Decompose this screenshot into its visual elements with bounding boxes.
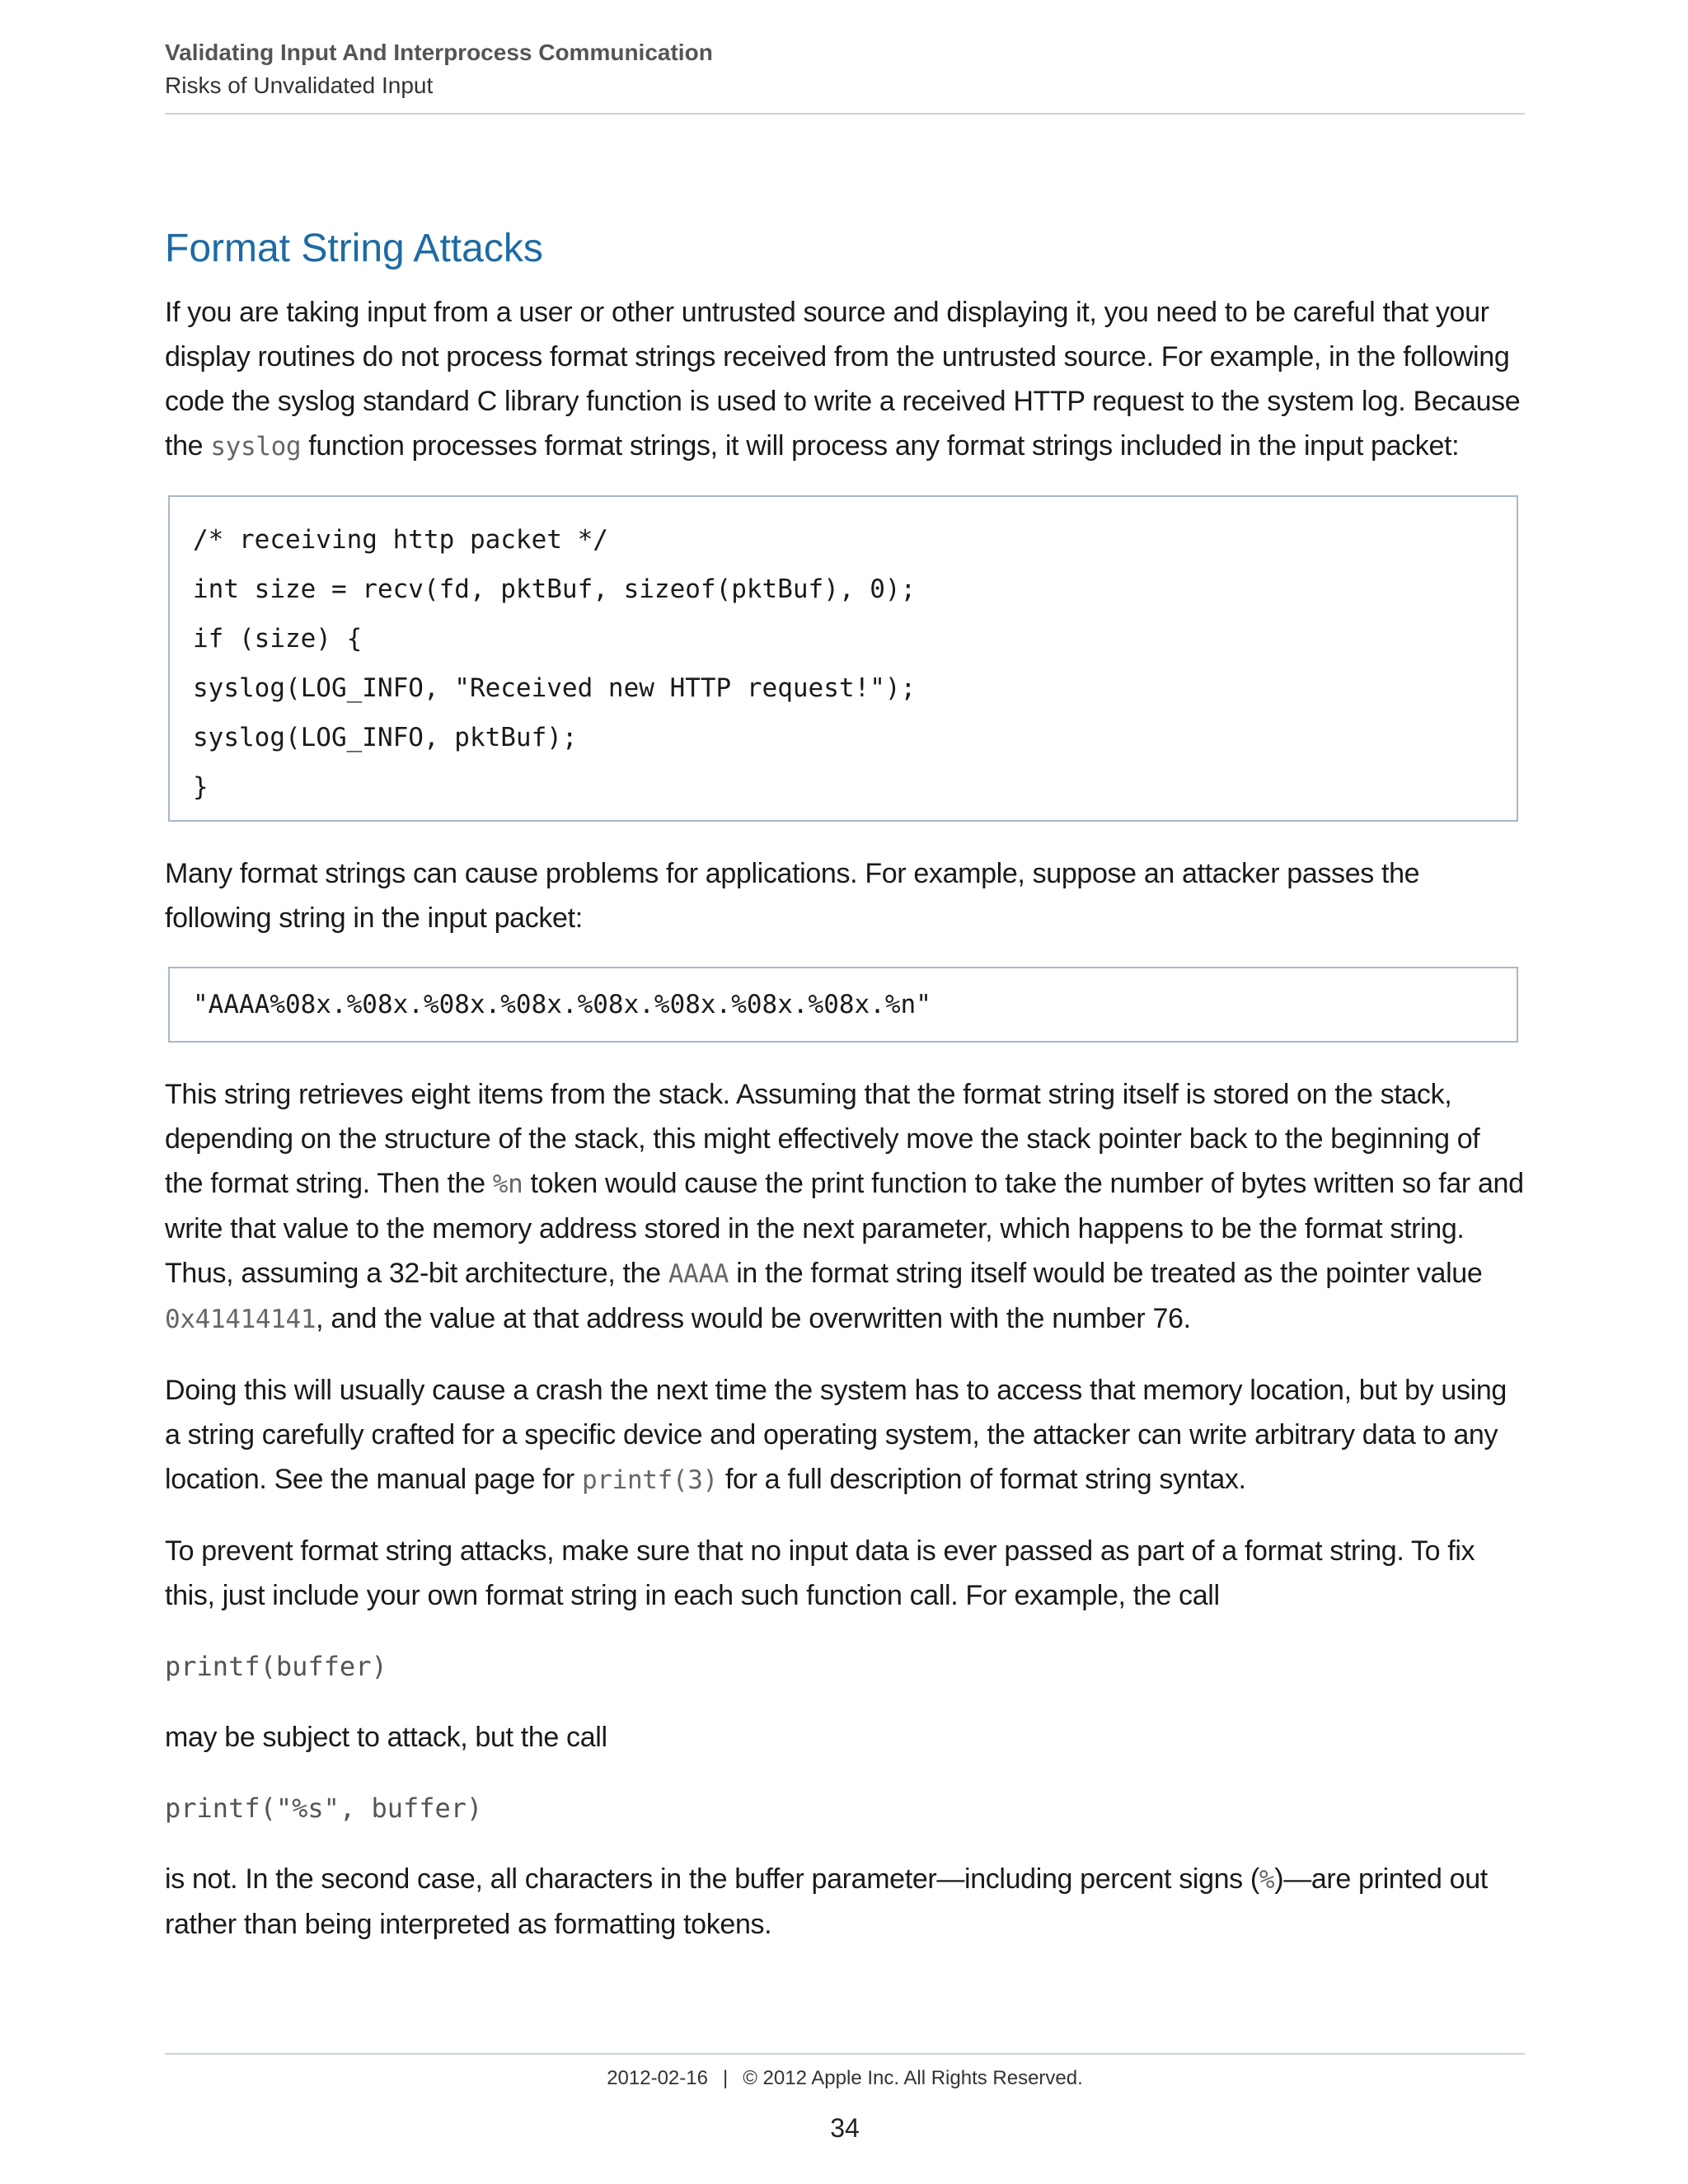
code-example-unsafe: printf(buffer) — [165, 1651, 387, 1682]
inline-code-printf-manpage: printf(3) — [582, 1465, 718, 1495]
paragraph-7 — [165, 1857, 1525, 1947]
intro-text-2: function processes format strings, it will process any format strings included in the input packet: — [301, 430, 1460, 462]
para4-text-1: Doing this will usually cause a crash the next time the system has to access that memory location, but by using a string carefully crafted for a specific device and operating system, the attacker can write arbitrary data to any location. See the manual page for — [165, 1375, 1507, 1495]
code-listing-1 — [168, 495, 1518, 822]
running-header — [165, 36, 1525, 102]
inline-code-aaaa: AAAA — [668, 1259, 729, 1289]
page-number: 34 — [830, 2113, 860, 2143]
page-footer — [165, 2052, 1525, 2146]
inline-code-percent: % — [1259, 1865, 1275, 1895]
footer-date: 2012-02-16 — [607, 2067, 708, 2089]
inline-code-syslog: syslog — [210, 432, 302, 462]
paragraph-6: may be subject to attack, but the call — [165, 1722, 607, 1753]
footer-separator: | — [722, 2067, 729, 2089]
intro-paragraph — [165, 290, 1525, 469]
paragraph-4 — [165, 1368, 1525, 1502]
para3-text-1: This string retrieves eight items from the stack. Assuming that the format string itself is stored on the stack, depending on the structure of the stack, this might effectively move the stack pointer back to the beginning of the format string. Then the — [165, 1079, 1480, 1199]
header-divider — [165, 113, 1525, 115]
inline-code-n-token: %n — [492, 1169, 523, 1199]
paragraph-5: To prevent format string attacks, make sure that no input data is ever passed as part of a format string. To fix this, just include your own format string in each such function call. For example, the call — [165, 1535, 1475, 1611]
footer-copyright: © 2012 Apple Inc. All Rights Reserved. — [743, 2067, 1083, 2089]
code-listing-2 — [168, 967, 1518, 1043]
para7-text-1: is not. In the second case, all characters in the buffer parameter—including percent signs ( — [165, 1863, 1259, 1895]
code-example-safe: printf("%s", buffer) — [165, 1793, 483, 1824]
paragraph-3 — [165, 1072, 1525, 1342]
para3-text-4: , and the value at that address would be overwritten with the number 76. — [316, 1303, 1191, 1334]
para3-text-3: in the format string itself would be treated as the pointer value — [729, 1258, 1483, 1289]
code-line: syslog(LOG_INFO, "Received new HTTP request!"); — [193, 673, 917, 703]
section-title: Risks of Unvalidated Input — [165, 73, 434, 98]
document-page — [165, 0, 1525, 2184]
footer-line — [165, 2062, 1525, 2095]
code-line: if (size) { — [193, 624, 363, 654]
chapter-title: Validating Input And Interprocess Communication — [165, 40, 713, 65]
code-line: syslog(LOG_INFO, pktBuf); — [193, 723, 578, 752]
main-content — [165, 223, 1525, 1973]
intro-text-1: If you are taking input from a user or other untrusted source and displaying it, you need to be careful that your display routines do not process format strings received from the untrusted source. For example, in the following code the syslog standard C library function is used to write a received HTTP request to the system log. Because the — [165, 297, 1521, 462]
paragraph-2: Many format strings can cause problems for applications. For example, suppose an attacker passes the following string in the input packet: — [165, 858, 1420, 934]
code-line: } — [193, 772, 209, 802]
para7-text-2: )—are printed out rather than being interpreted as formatting tokens. — [165, 1863, 1488, 1940]
code-line: "AAAA%08x.%08x.%08x.%08x.%08x.%08x.%08x.%08x.%n" — [193, 990, 931, 1019]
inline-code-address: 0x41414141 — [165, 1305, 316, 1334]
code-line: /* receiving http packet */ — [193, 525, 608, 555]
code-line: int size = recv(fd, pktBuf, sizeof(pktBuf), 0); — [193, 574, 917, 604]
para3-text-2: token would cause the print function to take the number of bytes written so far and write that value to the memory address stored in the next parameter, which happens to be the format string. Thus, assuming a 32-bit architecture, the — [165, 1168, 1524, 1289]
section-heading: Format String Attacks — [165, 227, 543, 270]
para4-text-2: for a full description of format string syntax. — [717, 1464, 1246, 1495]
